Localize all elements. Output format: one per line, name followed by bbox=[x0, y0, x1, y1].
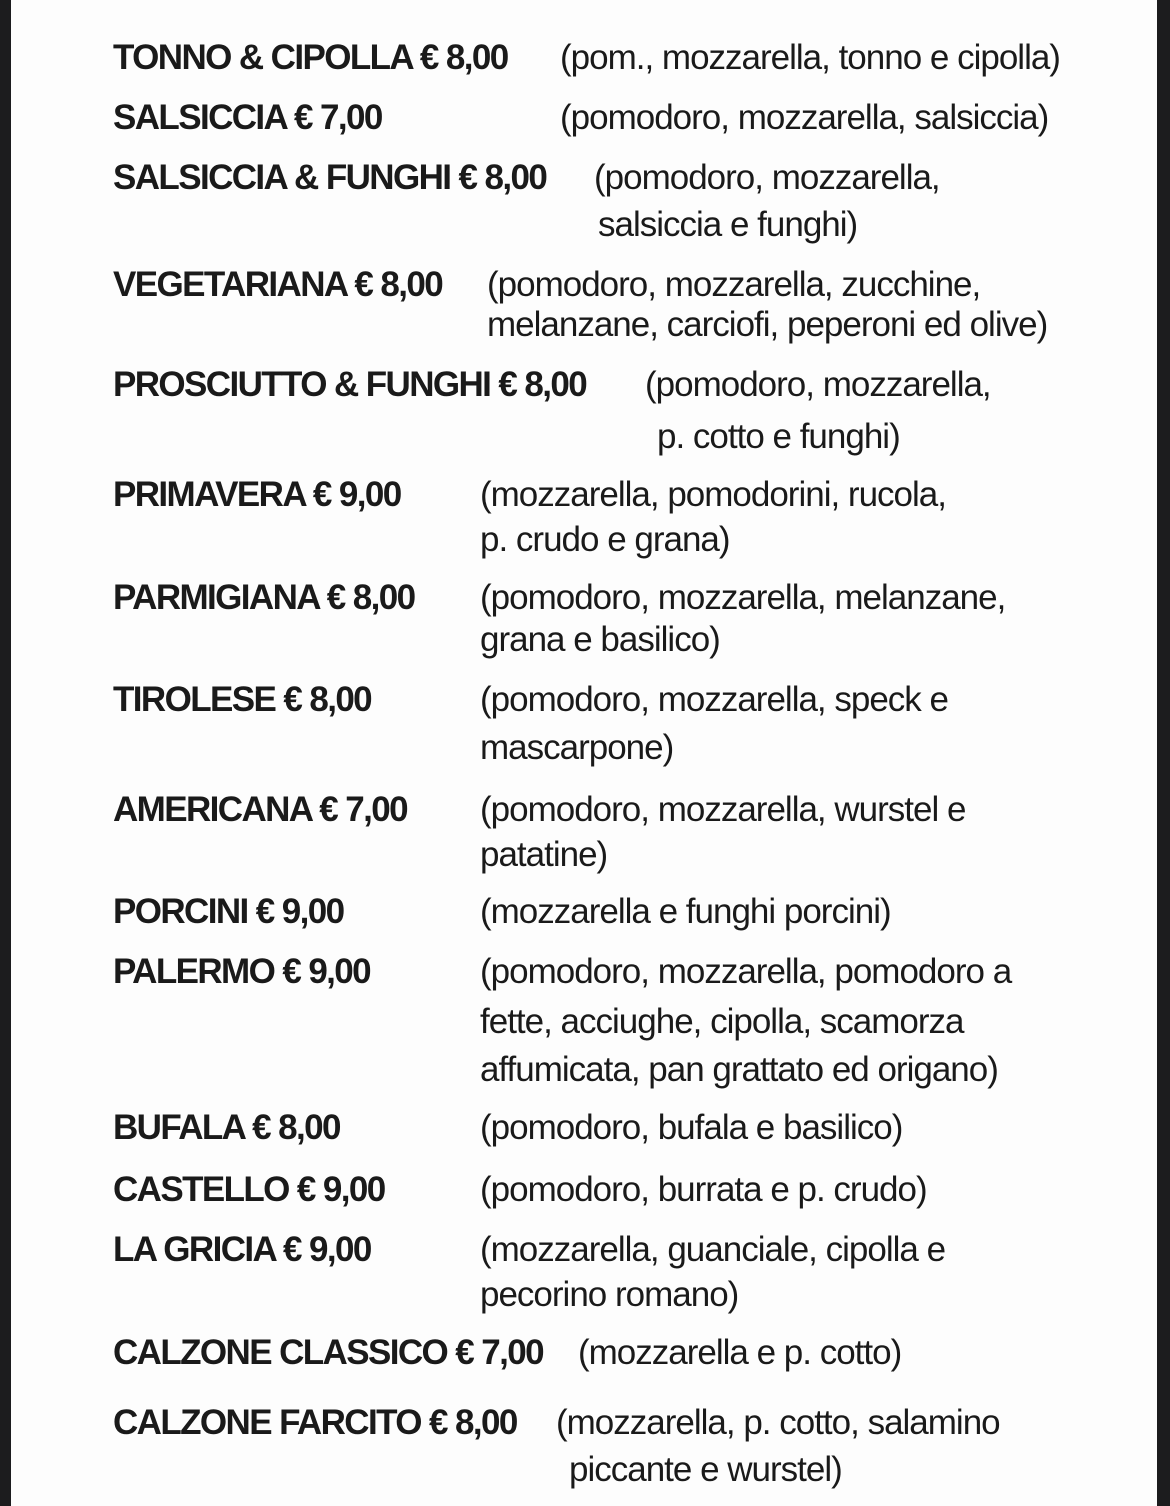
menu-item-name: PALERMO € 9,00 bbox=[113, 952, 371, 991]
menu-item-name: PORCINI € 9,00 bbox=[113, 892, 344, 931]
menu-item-ingredients: (pomodoro, mozzarella, bbox=[645, 365, 991, 404]
menu-item-ingredients: patatine) bbox=[480, 835, 608, 874]
menu-item-ingredients: (pomodoro, mozzarella, bbox=[594, 158, 940, 197]
menu-item-ingredients: (pomodoro, bufala e basilico) bbox=[480, 1108, 903, 1147]
menu-item-name: CASTELLO € 9,00 bbox=[113, 1170, 385, 1209]
menu-item-name: VEGETARIANA € 8,00 bbox=[113, 265, 443, 304]
menu-item-ingredients: piccante e wurstel) bbox=[569, 1450, 842, 1489]
menu-item-ingredients: (mozzarella e p. cotto) bbox=[578, 1333, 902, 1372]
menu-item-ingredients: (mozzarella, pomodorini, rucola, bbox=[480, 475, 946, 514]
menu-item-name: TONNO & CIPOLLA € 8,00 bbox=[113, 38, 508, 77]
menu-item-ingredients: pecorino romano) bbox=[480, 1275, 739, 1314]
menu-item-ingredients: (pomodoro, mozzarella, zucchine, bbox=[487, 265, 981, 304]
menu-item-name: AMERICANA € 7,00 bbox=[113, 790, 408, 829]
menu-item-ingredients: (pomodoro, mozzarella, salsiccia) bbox=[560, 98, 1049, 137]
menu-item-ingredients: (pomodoro, mozzarella, pomodoro a bbox=[480, 952, 1012, 991]
menu-item-name: PARMIGIANA € 8,00 bbox=[113, 578, 415, 617]
menu-item-ingredients: (pom., mozzarella, tonno e cipolla) bbox=[560, 38, 1060, 77]
menu-item-ingredients: (pomodoro, mozzarella, wurstel e bbox=[480, 790, 966, 829]
menu-item-ingredients: (pomodoro, mozzarella, speck e bbox=[480, 680, 948, 719]
menu-item-name: CALZONE FARCITO € 8,00 bbox=[113, 1403, 517, 1442]
menu-item-name: BUFALA € 8,00 bbox=[113, 1108, 340, 1147]
menu-item-ingredients: salsiccia e funghi) bbox=[598, 205, 858, 244]
menu-item-name: LA GRICIA € 9,00 bbox=[113, 1230, 371, 1269]
menu-item-ingredients: (mozzarella e funghi porcini) bbox=[480, 892, 891, 931]
menu-item-name: CALZONE CLASSICO € 7,00 bbox=[113, 1333, 543, 1372]
menu-item-name: SALSICCIA & FUNGHI € 8,00 bbox=[113, 158, 547, 197]
menu-item-ingredients: (pomodoro, mozzarella, melanzane, bbox=[480, 578, 1006, 617]
menu-item-ingredients: mascarpone) bbox=[480, 728, 674, 767]
menu-item-ingredients: p. cotto e funghi) bbox=[657, 417, 900, 456]
menu-item-ingredients: (mozzarella, guanciale, cipolla e bbox=[480, 1230, 946, 1269]
menu-item-ingredients: (mozzarella, p. cotto, salamino bbox=[556, 1403, 1000, 1442]
menu-item-name: TIROLESE € 8,00 bbox=[113, 680, 372, 719]
menu-item-ingredients: p. crudo e grana) bbox=[480, 520, 730, 559]
menu-item-ingredients: fette, acciughe, cipolla, scamorza bbox=[480, 1002, 964, 1041]
menu-item-name: PRIMAVERA € 9,00 bbox=[113, 475, 401, 514]
menu-item-ingredients: (pomodoro, burrata e p. crudo) bbox=[480, 1170, 927, 1209]
menu-item-ingredients: melanzane, carciofi, peperoni ed olive) bbox=[487, 305, 1048, 344]
menu-item-name: PROSCIUTTO & FUNGHI € 8,00 bbox=[113, 365, 587, 404]
menu-item-name: SALSICCIA € 7,00 bbox=[113, 98, 382, 137]
menu-item-ingredients: affumicata, pan grattato ed origano) bbox=[480, 1050, 998, 1089]
menu-item-ingredients: grana e basilico) bbox=[480, 620, 720, 659]
